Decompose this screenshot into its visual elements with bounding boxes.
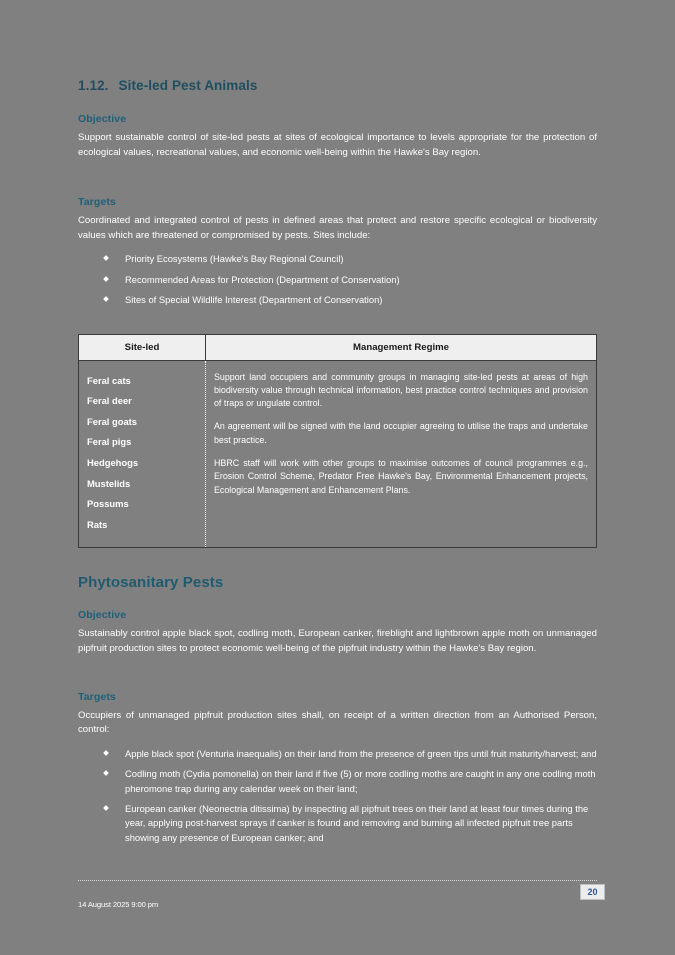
table-header-row [79,335,596,361]
bullet-icon [103,805,109,811]
regime-paragraph: An agreement will be signed with the land occupier agreeing to utilise the traps and undertake best practice. [214,421,588,445]
species-item: Feral pigs [87,436,132,448]
targets-text-phytosanitary: Occupiers of unmanaged pipfruit production sites shall, on receipt of a written direction from an Authorised Person, control: [78,709,597,736]
list-item [78,273,597,287]
footer-timestamp: 14 August 2025 9:00 pm [78,900,159,909]
targets-text-site-led: Coordinated and integrated control of pests in defined areas that protect and restore specific ecological or biodiversity values which are threatened or compromised by pests. Sites include: [78,215,597,241]
targets-label-site-led: Targets [78,196,116,209]
species-item: Feral cats [87,374,131,386]
list-item-label: Codling moth (Cydia pomonella) on their land if five (5) or more codling moths are caught in any one codling moth pheromone trap during any calendar week on their land; [125,768,596,794]
bullet-icon [103,296,109,302]
table-header-site-led: Site-led [79,335,206,361]
section-title: Site-led Pest Animals [118,78,258,93]
bullet-icon [103,276,109,282]
bullet-icon [103,750,109,756]
species-item: Possums [87,498,129,510]
list-item [78,802,597,845]
table-row [79,360,596,547]
targets-label-phytosanitary: Targets [78,690,116,703]
species-cell [79,360,206,547]
targets-list-phytosanitary [78,747,597,845]
regime-paragraph: HBRC staff will work with other groups to maximise outcomes of council programmes e.g., Erosion Control Scheme, Predator Free Hawke's Bay, Environmental Enhancement projects, Ecological Management and Enhancement Plans. [214,458,588,495]
spacer [78,174,597,196]
species-item: Rats [87,518,108,530]
objective-text-phytosanitary: Sustainably control apple black spot, codling moth, European canker, fireblight and lightbrown apple moth on unmanaged pipfruit production sites to protect economic well-being of the pipfruit industry within the Hawke's Bay region. [78,628,597,654]
management-regime-table [78,334,597,549]
section-heading-phytosanitary: Phytosanitary Pests [78,574,224,592]
objective-label-phytosanitary: Objective [78,609,127,622]
page-content [78,78,597,845]
list-item-label: Sites of Special Wildlife Interest (Department of Conservation) [125,294,383,306]
list-item-label: Recommended Areas for Protection (Department of Conservation) [125,273,400,285]
species-item: Mustelids [87,477,131,489]
spacer [78,671,597,691]
page-number-badge: 20 [580,884,605,900]
objective-text-site-led: Support sustainable control of site-led pests at sites of ecological importance to levels appropriate for the protection of ecological values, recreational values, and economic well-being within the Hawke's Bay region. [78,132,597,158]
regime-cell [206,360,597,547]
section-number: 1.12. [78,78,109,93]
species-item: Hedgehogs [87,456,139,468]
species-item: Feral deer [87,395,132,407]
targets-list-site-led [78,252,597,307]
spacer [78,548,597,574]
list-item-label: European canker (Neonectria ditissima) by inspecting all pipfruit trees on their land at least four times during the year, applying post-harvest sprays if canker is found and removing and burning all infected pipfruit tree parts showing any presence of European canker; and [125,802,589,843]
species-item: Feral goats [87,415,138,427]
list-item [78,293,597,307]
list-item [78,767,597,796]
bullet-icon [103,256,109,262]
table-header-management-regime: Management Regime [206,335,597,361]
list-item [78,252,597,266]
objective-label-site-led: Objective [78,113,127,125]
list-item-label: Priority Ecosystems (Hawke's Bay Regional Council) [125,253,344,265]
regime-paragraph: Support land occupiers and community groups in managing site-led pests at areas of high biodiversity value through technical information, best practice control techniques and provision of traps or ungulate control. [214,371,588,409]
list-item-label: Apple black spot (Venturia inaequalis) on their land from the presence of green tips until fruit maturity/harvest; and [125,747,597,759]
footer-divider [78,880,597,881]
bullet-icon [103,770,109,776]
list-item [78,747,597,761]
section-heading-site-led [78,78,597,93]
